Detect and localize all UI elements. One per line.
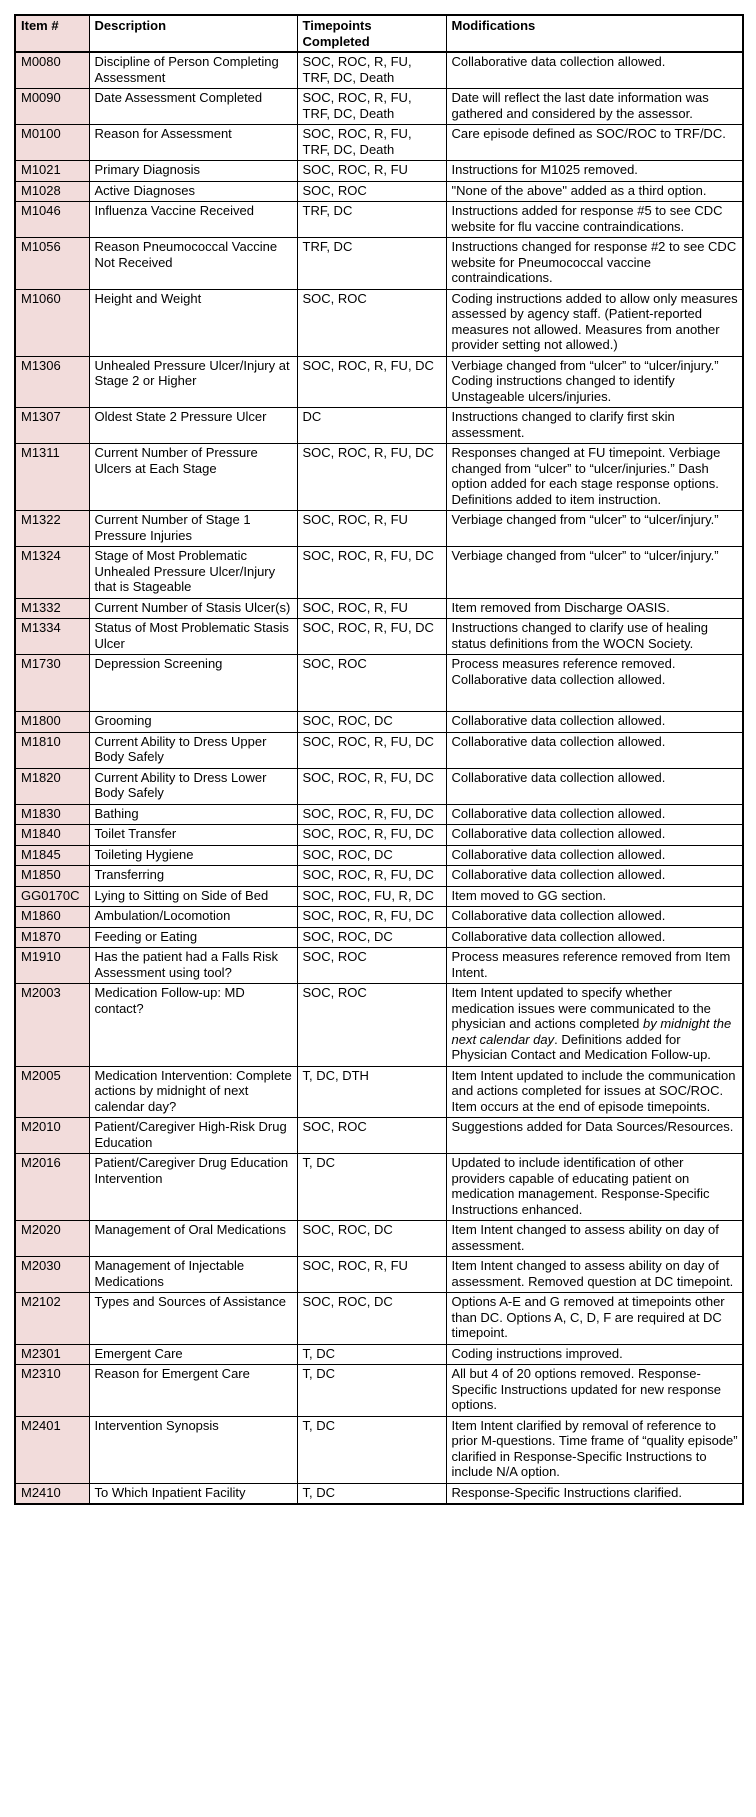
description-cell: Reason for Assessment xyxy=(89,125,297,161)
description-cell: Reason for Emergent Care xyxy=(89,1365,297,1417)
timepoints-cell: SOC, ROC, DC xyxy=(297,1293,446,1345)
description-cell: Emergent Care xyxy=(89,1344,297,1365)
table-row xyxy=(15,1483,743,1504)
table-row xyxy=(15,768,743,804)
modifications-cell: Responses changed at FU timepoint. Verbiage changed from “ulcer” to “ulcer/injuries.” Dash option added for each stage response options. Definitions added to item instruction. xyxy=(446,444,743,511)
item-number-cell: M1830 xyxy=(15,804,89,825)
modifications-cell: Item Intent changed to assess ability on day of assessment. Removed question at DC timepoint. xyxy=(446,1257,743,1293)
timepoints-cell: SOC, ROC, R, FU, DC xyxy=(297,804,446,825)
item-number-cell: M1730 xyxy=(15,655,89,712)
table-row xyxy=(15,886,743,907)
item-number-cell: M2003 xyxy=(15,984,89,1067)
timepoints-cell: T, DC xyxy=(297,1344,446,1365)
timepoints-cell: SOC, ROC, R, FU, DC xyxy=(297,866,446,887)
modifications-cell: Verbiage changed from “ulcer” to “ulcer/injury.” xyxy=(446,511,743,547)
timepoints-cell: TRF, DC xyxy=(297,238,446,290)
description-cell: Grooming xyxy=(89,712,297,733)
description-cell: To Which Inpatient Facility xyxy=(89,1483,297,1504)
description-cell: Current Number of Pressure Ulcers at Each Stage xyxy=(89,444,297,511)
item-number-cell: M1820 xyxy=(15,768,89,804)
table-row xyxy=(15,408,743,444)
timepoints-cell: SOC, ROC, DC xyxy=(297,927,446,948)
table-row xyxy=(15,1154,743,1221)
item-number-cell: M1845 xyxy=(15,845,89,866)
table-row xyxy=(15,202,743,238)
item-number-cell: M2016 xyxy=(15,1154,89,1221)
modifications-cell: Suggestions added for Data Sources/Resources. xyxy=(446,1118,743,1154)
timepoints-cell: SOC, ROC, R, FU, DC xyxy=(297,732,446,768)
modifications-cell: Collaborative data collection allowed. xyxy=(446,768,743,804)
table-header xyxy=(15,15,743,52)
table-row xyxy=(15,907,743,928)
col-header-description: Description xyxy=(89,15,297,52)
item-number-cell: M1860 xyxy=(15,907,89,928)
description-cell: Reason Pneumococcal Vaccine Not Received xyxy=(89,238,297,290)
timepoints-cell: SOC, ROC xyxy=(297,1118,446,1154)
timepoints-cell: SOC, ROC, DC xyxy=(297,1221,446,1257)
timepoints-cell: SOC, ROC, R, FU xyxy=(297,1257,446,1293)
timepoints-cell: SOC, ROC, R, FU, DC xyxy=(297,444,446,511)
modifications-cell: Instructions for M1025 removed. xyxy=(446,161,743,182)
item-number-cell: M1332 xyxy=(15,598,89,619)
item-number-cell: M2030 xyxy=(15,1257,89,1293)
timepoints-cell: SOC, ROC, DC xyxy=(297,712,446,733)
table-row xyxy=(15,161,743,182)
item-number-cell: M1046 xyxy=(15,202,89,238)
modifications-cell: Item moved to GG section. xyxy=(446,886,743,907)
modifications-cell: Process measures reference removed from Item Intent. xyxy=(446,948,743,984)
timepoints-cell: T, DC xyxy=(297,1483,446,1504)
timepoints-cell: SOC, ROC, R, FU, DC xyxy=(297,768,446,804)
timepoints-cell: SOC, ROC, R, FU, DC xyxy=(297,907,446,928)
modifications-cell: Options A-E and G removed at timepoints other than DC. Options A, C, D, F are required at DC timepoint. xyxy=(446,1293,743,1345)
description-cell: Primary Diagnosis xyxy=(89,161,297,182)
table-body xyxy=(15,52,743,1504)
modifications-cell: Collaborative data collection allowed. xyxy=(446,804,743,825)
item-number-cell: M2410 xyxy=(15,1483,89,1504)
timepoints-cell: SOC, ROC xyxy=(297,181,446,202)
description-cell: Medication Intervention: Complete actions by midnight of next calendar day? xyxy=(89,1066,297,1118)
timepoints-cell: SOC, ROC, FU, R, DC xyxy=(297,886,446,907)
modifications-cell: Collaborative data collection allowed. xyxy=(446,907,743,928)
timepoints-cell: T, DC, DTH xyxy=(297,1066,446,1118)
table-row xyxy=(15,1344,743,1365)
timepoints-cell: SOC, ROC xyxy=(297,984,446,1067)
table-row xyxy=(15,181,743,202)
description-cell: Lying to Sitting on Side of Bed xyxy=(89,886,297,907)
table-row xyxy=(15,356,743,408)
modifications-cell: Collaborative data collection allowed. xyxy=(446,927,743,948)
modifications-cell: Item Intent updated to specify whether medication issues were communicated to the physician and actions completed by midnight the next calendar day. Definitions added for Physician Contact and Medication Follow-up. xyxy=(446,984,743,1067)
timepoints-cell: SOC, ROC, R, FU, DC xyxy=(297,547,446,599)
description-cell: Medication Follow-up: MD contact? xyxy=(89,984,297,1067)
table-row xyxy=(15,89,743,125)
modifications-cell: "None of the above" added as a third option. xyxy=(446,181,743,202)
table-row xyxy=(15,984,743,1067)
item-number-cell: M1324 xyxy=(15,547,89,599)
col-header-item-number: Item # xyxy=(15,15,89,52)
timepoints-cell: SOC, ROC, R, FU, DC xyxy=(297,356,446,408)
item-number-cell: M1800 xyxy=(15,712,89,733)
timepoints-cell: SOC, ROC xyxy=(297,655,446,712)
item-number-cell: M1850 xyxy=(15,866,89,887)
table-row xyxy=(15,1118,743,1154)
description-cell: Has the patient had a Falls Risk Assessment using tool? xyxy=(89,948,297,984)
timepoints-cell: T, DC xyxy=(297,1154,446,1221)
timepoints-cell: SOC, ROC, R, FU xyxy=(297,511,446,547)
table-row xyxy=(15,547,743,599)
item-number-cell: M2310 xyxy=(15,1365,89,1417)
col-header-modifications: Modifications xyxy=(446,15,743,52)
item-number-cell: M1322 xyxy=(15,511,89,547)
description-cell: Ambulation/Locomotion xyxy=(89,907,297,928)
description-cell: Types and Sources of Assistance xyxy=(89,1293,297,1345)
description-cell: Toilet Transfer xyxy=(89,825,297,846)
item-number-cell: M1334 xyxy=(15,619,89,655)
description-cell: Patient/Caregiver High-Risk Drug Education xyxy=(89,1118,297,1154)
description-cell: Oldest State 2 Pressure Ulcer xyxy=(89,408,297,444)
description-cell: Height and Weight xyxy=(89,289,297,356)
table-row xyxy=(15,1293,743,1345)
description-cell: Toileting Hygiene xyxy=(89,845,297,866)
description-cell: Current Ability to Dress Lower Body Safely xyxy=(89,768,297,804)
header-row xyxy=(15,15,743,52)
timepoints-cell: SOC, ROC, DC xyxy=(297,845,446,866)
timepoints-cell: TRF, DC xyxy=(297,202,446,238)
table-row xyxy=(15,1221,743,1257)
timepoints-cell: T, DC xyxy=(297,1365,446,1417)
description-cell: Status of Most Problematic Stasis Ulcer xyxy=(89,619,297,655)
italic-text: by midnight the next calendar day xyxy=(451,1016,732,1047)
timepoints-cell: T, DC xyxy=(297,1416,446,1483)
timepoints-cell: SOC, ROC xyxy=(297,948,446,984)
table-row xyxy=(15,655,743,712)
item-number-cell: M2102 xyxy=(15,1293,89,1345)
modifications-cell: Process measures reference removed. Collaborative data collection allowed. xyxy=(446,655,743,712)
modifications-cell: Instructions changed to clarify use of healing status definitions from the WOCN Society. xyxy=(446,619,743,655)
item-number-cell: M1056 xyxy=(15,238,89,290)
description-cell: Management of Oral Medications xyxy=(89,1221,297,1257)
description-cell: Transferring xyxy=(89,866,297,887)
table-row xyxy=(15,238,743,290)
timepoints-cell: SOC, ROC, R, FU, TRF, DC, Death xyxy=(297,89,446,125)
item-number-cell: M1060 xyxy=(15,289,89,356)
item-number-cell: M0080 xyxy=(15,52,89,89)
modifications-cell: Coding instructions improved. xyxy=(446,1344,743,1365)
item-number-cell: M1810 xyxy=(15,732,89,768)
timepoints-cell: SOC, ROC xyxy=(297,289,446,356)
item-number-cell: M1028 xyxy=(15,181,89,202)
table-row xyxy=(15,289,743,356)
modifications-cell: Item Intent changed to assess ability on day of assessment. xyxy=(446,1221,743,1257)
table-row xyxy=(15,125,743,161)
item-number-cell: M1021 xyxy=(15,161,89,182)
modifications-cell: Collaborative data collection allowed. xyxy=(446,825,743,846)
item-number-cell: M1306 xyxy=(15,356,89,408)
table-row xyxy=(15,732,743,768)
description-cell: Depression Screening xyxy=(89,655,297,712)
oasis-items-table xyxy=(14,14,744,1505)
modifications-cell: Item Intent clarified by removal of reference to prior M-questions. Time frame of “quality episode” clarified in Response-Specific Instructions to include N/A option. xyxy=(446,1416,743,1483)
timepoints-cell: SOC, ROC, R, FU, TRF, DC, Death xyxy=(297,125,446,161)
table-row xyxy=(15,1066,743,1118)
timepoints-cell: SOC, ROC, R, FU, DC xyxy=(297,825,446,846)
table-row xyxy=(15,866,743,887)
description-cell: Active Diagnoses xyxy=(89,181,297,202)
description-cell: Unhealed Pressure Ulcer/Injury at Stage 2 or Higher xyxy=(89,356,297,408)
item-number-cell: M2010 xyxy=(15,1118,89,1154)
description-cell: Current Number of Stasis Ulcer(s) xyxy=(89,598,297,619)
item-number-cell: M0090 xyxy=(15,89,89,125)
table-row xyxy=(15,598,743,619)
table-row xyxy=(15,1416,743,1483)
table-row xyxy=(15,927,743,948)
description-cell: Intervention Synopsis xyxy=(89,1416,297,1483)
timepoints-cell: SOC, ROC, R, FU, DC xyxy=(297,619,446,655)
modifications-cell: Instructions added for response #5 to see CDC website for flu vaccine contraindications. xyxy=(446,202,743,238)
item-number-cell: M2301 xyxy=(15,1344,89,1365)
table-row xyxy=(15,712,743,733)
timepoints-cell: SOC, ROC, R, FU, TRF, DC, Death xyxy=(297,52,446,89)
timepoints-cell: SOC, ROC, R, FU xyxy=(297,161,446,182)
modifications-cell: Coding instructions added to allow only measures assessed by agency staff. (Patient-reported measures not allowed. Measures from another provider setting not allowed.) xyxy=(446,289,743,356)
description-cell: Bathing xyxy=(89,804,297,825)
item-number-cell: M1910 xyxy=(15,948,89,984)
item-number-cell: M2401 xyxy=(15,1416,89,1483)
table-row xyxy=(15,619,743,655)
description-cell: Management of Injectable Medications xyxy=(89,1257,297,1293)
description-cell: Patient/Caregiver Drug Education Intervention xyxy=(89,1154,297,1221)
modifications-cell: Item Intent updated to include the communication and actions completed for issues at SOC/ROC. Item occurs at the end of episode timepoints. xyxy=(446,1066,743,1118)
item-number-cell: GG0170C xyxy=(15,886,89,907)
item-number-cell: M0100 xyxy=(15,125,89,161)
modifications-cell: Collaborative data collection allowed. xyxy=(446,866,743,887)
modifications-cell: Care episode defined as SOC/ROC to TRF/DC. xyxy=(446,125,743,161)
col-header-timepoints-completed: Timepoints Completed xyxy=(297,15,446,52)
description-cell: Date Assessment Completed xyxy=(89,89,297,125)
modifications-cell: Instructions changed for response #2 to see CDC website for Pneumococcal vaccine contraindications. xyxy=(446,238,743,290)
item-number-cell: M2020 xyxy=(15,1221,89,1257)
description-cell: Current Number of Stage 1 Pressure Injuries xyxy=(89,511,297,547)
item-number-cell: M2005 xyxy=(15,1066,89,1118)
modifications-cell: Response-Specific Instructions clarified. xyxy=(446,1483,743,1504)
description-cell: Stage of Most Problematic Unhealed Pressure Ulcer/Injury that is Stageable xyxy=(89,547,297,599)
description-cell: Influenza Vaccine Received xyxy=(89,202,297,238)
modifications-cell: Verbiage changed from “ulcer” to “ulcer/injury.” Coding instructions changed to identify Unstageable ulcers/injuries. xyxy=(446,356,743,408)
description-cell: Feeding or Eating xyxy=(89,927,297,948)
table-row xyxy=(15,1365,743,1417)
timepoints-cell: SOC, ROC, R, FU xyxy=(297,598,446,619)
item-number-cell: M1307 xyxy=(15,408,89,444)
modifications-cell: Collaborative data collection allowed. xyxy=(446,712,743,733)
item-number-cell: M1870 xyxy=(15,927,89,948)
table-row xyxy=(15,948,743,984)
item-number-cell: M1840 xyxy=(15,825,89,846)
table-row xyxy=(15,1257,743,1293)
modifications-cell: Collaborative data collection allowed. xyxy=(446,732,743,768)
modifications-cell: Item removed from Discharge OASIS. xyxy=(446,598,743,619)
description-cell: Discipline of Person Completing Assessment xyxy=(89,52,297,89)
modifications-cell: All but 4 of 20 options removed. Response-Specific Instructions updated for new response options. xyxy=(446,1365,743,1417)
table-row xyxy=(15,845,743,866)
item-number-cell: M1311 xyxy=(15,444,89,511)
timepoints-cell: DC xyxy=(297,408,446,444)
modifications-cell: Updated to include identification of other providers capable of educating patient on medication management. Response-Specific Instructions enhanced. xyxy=(446,1154,743,1221)
table-row xyxy=(15,52,743,89)
modifications-cell: Verbiage changed from “ulcer” to “ulcer/injury.” xyxy=(446,547,743,599)
table-row xyxy=(15,804,743,825)
modifications-cell: Instructions changed to clarify first skin assessment. xyxy=(446,408,743,444)
modifications-cell: Collaborative data collection allowed. xyxy=(446,52,743,89)
modifications-cell: Collaborative data collection allowed. xyxy=(446,845,743,866)
table-row xyxy=(15,825,743,846)
table-row xyxy=(15,444,743,511)
table-row xyxy=(15,511,743,547)
modifications-cell: Date will reflect the last date information was gathered and considered by the assessor. xyxy=(446,89,743,125)
description-cell: Current Ability to Dress Upper Body Safely xyxy=(89,732,297,768)
